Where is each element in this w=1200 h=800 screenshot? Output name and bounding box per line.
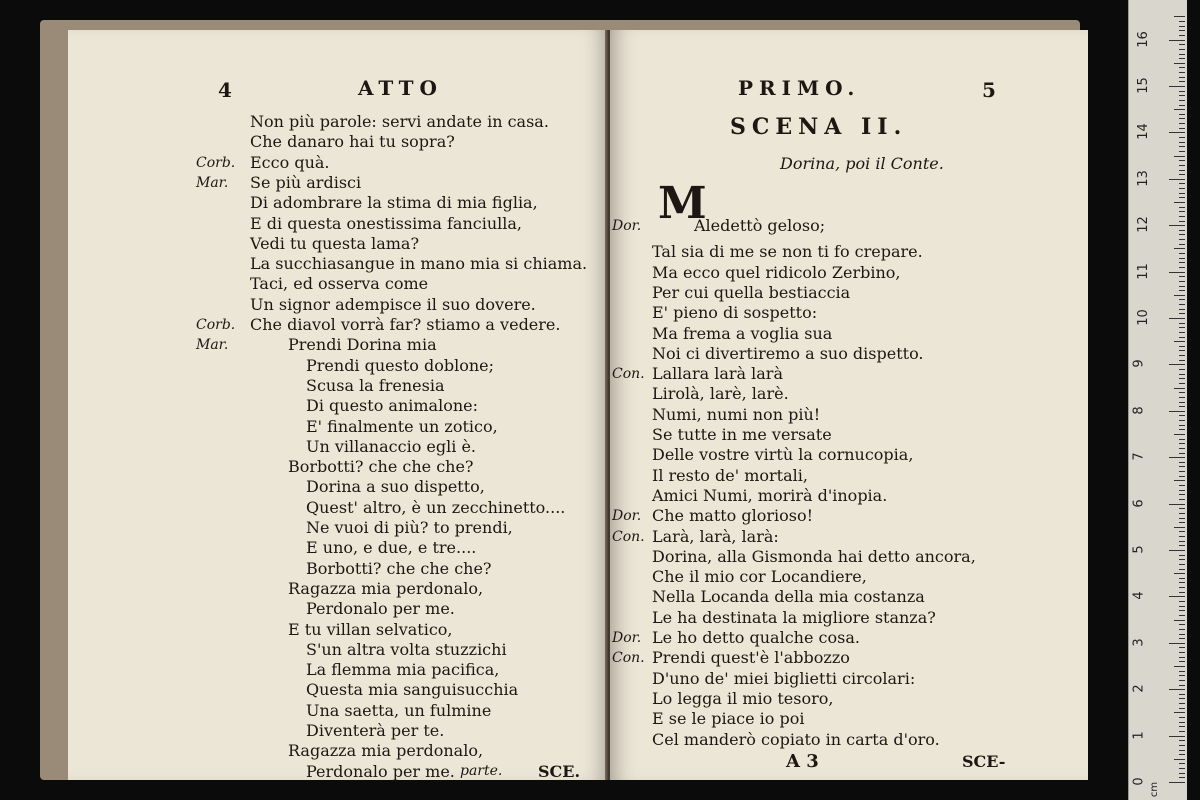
ruler-tick: [1179, 239, 1185, 240]
ruler-tick: [1179, 183, 1185, 184]
ruler-tick: [1179, 146, 1185, 147]
verse-line: Lirolà, larè, larè.: [652, 384, 789, 404]
ruler-tick: [1179, 286, 1185, 287]
ruler-label: 2: [1131, 684, 1147, 693]
ruler-tick: [1179, 21, 1185, 22]
ruler-tick: [1179, 634, 1185, 635]
verse-line: Larà, larà, larà:: [652, 526, 779, 546]
ruler-tick: [1179, 193, 1185, 194]
ruler-tick: [1169, 736, 1185, 737]
ruler-tick: [1179, 661, 1185, 662]
ruler-tick: [1179, 58, 1185, 59]
verse-line: Che matto glorioso!: [652, 506, 814, 526]
measuring-ruler: [1128, 0, 1187, 800]
ruler-tick: [1169, 504, 1185, 505]
ruler-tick: [1179, 374, 1185, 375]
ruler-tick: [1174, 620, 1185, 621]
ruler-tick: [1179, 105, 1185, 106]
ruler-tick: [1179, 763, 1185, 764]
ruler-tick: [1179, 137, 1185, 138]
verse-line: Ma ecco quel ridicolo Zerbino,: [652, 262, 901, 282]
ruler-tick: [1179, 346, 1185, 347]
ruler-tick: [1179, 304, 1185, 305]
verse-line: E uno, e due, e tre....: [306, 538, 477, 558]
verse-line: Questa mia sanguisucchia: [306, 680, 519, 700]
verse-line: Prendi quest'è l'abbozzo: [652, 648, 850, 668]
ruler-tick: [1179, 513, 1185, 514]
verse-line: Ecco quà.: [250, 152, 330, 172]
verse-line: Lo legga il mio tesoro,: [652, 688, 834, 708]
ruler-tick: [1179, 610, 1185, 611]
speaker-label: Mar.: [196, 337, 229, 354]
speaker-label: Dor.: [612, 630, 642, 646]
ruler-tick: [1179, 694, 1185, 695]
ruler-tick: [1179, 114, 1185, 115]
verse-line: Di questo animalone:: [306, 396, 478, 416]
ruler-label: 4: [1131, 591, 1147, 601]
verse-line: Diventerà per te.: [306, 721, 445, 740]
ruler-label: 15: [1135, 77, 1151, 94]
speaker-label: Mar.: [196, 174, 229, 191]
ruler-tick: [1179, 601, 1185, 602]
ruler-tick: [1179, 35, 1185, 36]
verse-line: Numi, numi non più!: [652, 404, 821, 424]
verse-line: Taci, ed osserva come: [250, 274, 429, 294]
ruler-tick: [1179, 518, 1185, 519]
ruler-label: 3: [1131, 638, 1147, 647]
ruler-tick: [1179, 698, 1185, 699]
verse-line: Ma frema a voglia sua: [652, 323, 833, 343]
ruler-label: 16: [1135, 30, 1151, 48]
ruler-tick: [1179, 429, 1185, 430]
ruler-tick: [1179, 350, 1185, 351]
ruler-label: 7: [1131, 452, 1147, 461]
stage-direction: Dorina, poi il Conte.: [780, 154, 944, 173]
ruler-label: 14: [1135, 123, 1151, 141]
ruler-tick: [1179, 165, 1185, 166]
ruler-tick: [1179, 54, 1185, 55]
ruler-tick: [1174, 712, 1185, 713]
ruler-tick: [1179, 555, 1185, 556]
ruler-tick: [1179, 383, 1185, 384]
ruler-tick: [1179, 420, 1185, 421]
ruler-tick: [1169, 411, 1185, 412]
verse-line: D'uno de' miei biglietti circolari:: [652, 668, 916, 688]
ruler-tick: [1174, 480, 1185, 481]
ruler-tick: [1174, 759, 1185, 760]
ruler-tick: [1174, 63, 1185, 64]
catchword: SCE-: [962, 752, 1006, 771]
ruler-label: 8: [1131, 406, 1147, 415]
verse-line: Un villanaccio egli è.: [306, 436, 476, 456]
ruler-tick: [1179, 545, 1185, 546]
ruler-tick: [1169, 689, 1185, 690]
ruler-label: 12: [1135, 216, 1151, 233]
ruler-tick: [1179, 267, 1185, 268]
ruler-tick: [1179, 406, 1185, 407]
ruler-tick: [1179, 425, 1185, 426]
ruler-tick: [1179, 471, 1185, 472]
ruler-tick: [1179, 582, 1185, 583]
ruler-label: 13: [1135, 170, 1151, 187]
ruler-tick: [1179, 722, 1185, 723]
ruler-tick: [1179, 128, 1185, 129]
verse-line: Che il mio cor Locandiere,: [652, 567, 867, 587]
ruler-tick: [1179, 95, 1185, 96]
verse-line: La succhiasangue in mano mia si chiama.: [250, 254, 588, 274]
ruler-tick: [1179, 160, 1185, 161]
verse-line: Per cui quella bestiaccia: [652, 282, 851, 302]
verse-line: E tu villan selvatico,: [288, 619, 453, 639]
ruler-tick: [1179, 675, 1185, 676]
verse-line: Dorina, alla Gismonda hai detto ancora,: [652, 546, 976, 566]
ruler-tick: [1179, 476, 1185, 477]
ruler-tick: [1179, 234, 1185, 235]
ruler-label: 11: [1135, 262, 1151, 280]
ruler-tick: [1179, 77, 1185, 78]
ruler-tick: [1179, 680, 1185, 681]
ruler-label: 10: [1135, 309, 1151, 326]
ruler-tick: [1179, 299, 1185, 300]
ruler-tick: [1179, 123, 1185, 124]
verse-line: Le ha destinata la migliore stanza?: [652, 607, 936, 627]
ruler-tick: [1179, 72, 1185, 73]
verse-line: Amici Numi, morirà d'inopia.: [652, 485, 888, 505]
ruler-tick: [1179, 369, 1185, 370]
verse-line: Noi ci divertiremo a suo dispetto.: [652, 343, 924, 363]
ruler-tick: [1179, 740, 1185, 741]
ruler-tick: [1179, 355, 1185, 356]
verse-line: Scusa la frenesia: [306, 375, 445, 395]
ruler-tick: [1179, 647, 1185, 648]
ruler-tick: [1179, 624, 1185, 625]
ruler-tick: [1179, 773, 1185, 774]
ruler-tick: [1179, 499, 1185, 500]
ruler-tick: [1179, 531, 1185, 532]
ruler-tick: [1179, 30, 1185, 31]
ruler-tick: [1179, 685, 1185, 686]
ruler-tick: [1179, 657, 1185, 658]
ruler-tick: [1179, 327, 1185, 328]
ruler-tick: [1179, 230, 1185, 231]
ruler-tick: [1169, 782, 1185, 783]
verse-line: Quest' altro, è un zecchinetto....: [306, 497, 566, 517]
ruler-tick: [1179, 615, 1185, 616]
drop-cap: M: [658, 178, 707, 229]
ruler-tick: [1174, 434, 1185, 435]
verse-line: Delle vostre virtù la cornucopia,: [652, 445, 914, 465]
ruler-tick: [1179, 726, 1185, 727]
ruler-tick: [1179, 258, 1185, 259]
ruler-tick: [1179, 629, 1185, 630]
ruler-tick: [1179, 768, 1185, 769]
ruler-tick: [1179, 671, 1185, 672]
speaker-label: Dor.: [612, 508, 642, 525]
ruler-tick: [1179, 777, 1185, 778]
speaker-label: Corb.: [196, 317, 236, 333]
ruler-tick: [1179, 652, 1185, 653]
verse-line: Ragazza mia perdonalo,: [288, 741, 484, 761]
speaker-label: Corb.: [196, 154, 236, 171]
ruler-tick: [1179, 313, 1185, 314]
verse-line: Borbotti? che che che?: [288, 457, 474, 477]
ruler-tick: [1179, 309, 1185, 310]
verse-line: Non più parole: servi andate in casa.: [250, 112, 549, 131]
speaker-label: Con.: [612, 650, 645, 667]
ruler-label: 5: [1131, 545, 1147, 554]
ruler-tick: [1169, 596, 1185, 597]
verse-line: Di adombrare la stima di mia figlia,: [250, 193, 538, 213]
verse-line: Cel manderò copiato in carta d'oro.: [652, 729, 940, 749]
verse-line: Che danaro hai tu sopra?: [250, 132, 455, 152]
ruler-tick: [1179, 559, 1185, 560]
right-page-number: 5: [982, 78, 996, 102]
ruler-tick: [1169, 318, 1185, 319]
ruler-tick: [1179, 67, 1185, 68]
ruler-label: 9: [1131, 359, 1147, 369]
ruler-tick: [1179, 207, 1185, 208]
ruler-tick: [1179, 253, 1185, 254]
verse-line: Nella Locanda della mia costanza: [652, 587, 925, 607]
ruler-tick: [1179, 494, 1185, 495]
ruler-tick: [1174, 109, 1185, 110]
ruler-tick: [1179, 466, 1185, 467]
ruler-tick: [1179, 244, 1185, 245]
ruler-tick: [1179, 392, 1185, 393]
ruler-tick: [1174, 527, 1185, 528]
ruler-tick: [1179, 378, 1185, 379]
ruler-tick: [1169, 179, 1185, 180]
verse-line: Le ho detto qualche cosa.: [652, 628, 860, 647]
verse-line: Perdonalo per me.: [306, 761, 455, 781]
verse-line: Ragazza mia perdonalo,: [288, 578, 484, 598]
ruler-tick: [1179, 323, 1185, 324]
verse-line: Dorina a suo dispetto,: [306, 477, 485, 497]
ruler-tick: [1179, 745, 1185, 746]
ruler-tick: [1179, 118, 1185, 119]
ruler-tick: [1179, 485, 1185, 486]
ruler-tick: [1179, 91, 1185, 92]
ruler-tick: [1179, 569, 1185, 570]
ruler-tick: [1179, 592, 1185, 593]
ruler-tick: [1179, 49, 1185, 50]
ruler-tick: [1174, 666, 1185, 667]
exit-direction: parte.: [460, 762, 503, 779]
open-book: [40, 20, 1080, 780]
ruler-tick: [1179, 360, 1185, 361]
signature-mark: A 3: [786, 751, 819, 772]
ruler-tick: [1179, 100, 1185, 101]
verse-line: Un signor adempisce il suo dovere.: [250, 294, 536, 314]
ruler-tick: [1169, 457, 1185, 458]
ruler-tick: [1174, 248, 1185, 249]
left-running-head: ATTO: [358, 76, 443, 100]
verse-line: Il resto de' mortali,: [652, 465, 808, 485]
verse-line: Se tutte in me versate: [652, 425, 832, 444]
ruler-tick: [1179, 281, 1185, 282]
ruler-tick: [1179, 44, 1185, 45]
ruler-tick: [1174, 16, 1185, 17]
ruler-tick: [1179, 522, 1185, 523]
ruler-tick: [1179, 216, 1185, 217]
speaker-label: Con.: [612, 528, 645, 545]
verse-line: E' finalmente un zotico,: [306, 416, 498, 436]
verse-line: Ne vuoi di più? to prendi,: [306, 518, 513, 537]
ruler-tick: [1179, 415, 1185, 416]
ruler-tick: [1169, 550, 1185, 551]
ruler-tick: [1179, 541, 1185, 542]
ruler-tick: [1169, 643, 1185, 644]
ruler-tick: [1179, 462, 1185, 463]
speaker-label: Con.: [612, 366, 645, 383]
ruler-tick: [1179, 578, 1185, 579]
ruler-tick: [1174, 341, 1185, 342]
ruler-tick: [1174, 388, 1185, 389]
ruler-tick: [1179, 142, 1185, 143]
ruler-label: 0: [1131, 777, 1147, 786]
verse-line: Aledettò geloso;: [694, 216, 826, 235]
verse-line: Prendi questo doblone;: [306, 355, 495, 375]
ruler-tick: [1179, 731, 1185, 732]
ruler-tick: [1179, 211, 1185, 212]
ruler-tick: [1179, 290, 1185, 291]
ruler-tick: [1179, 26, 1185, 27]
verse-line: Se più ardisci: [250, 172, 362, 192]
speaker-label: Dor.: [612, 218, 642, 234]
right-running-head: PRIMO.: [738, 76, 861, 100]
verse-line: Perdonalo per me.: [306, 599, 455, 619]
verse-line: E se le piace io poi: [652, 709, 805, 729]
ruler-tick: [1179, 754, 1185, 755]
ruler-tick: [1179, 276, 1185, 277]
ruler-tick: [1179, 508, 1185, 509]
ruler-tick: [1179, 221, 1185, 222]
catchword: SCE.: [538, 761, 581, 781]
left-page-number: 4: [218, 78, 232, 102]
ruler-label: 6: [1131, 498, 1147, 508]
verse-line: Prendi Dorina mia: [288, 335, 437, 355]
ruler-tick: [1179, 151, 1185, 152]
ruler-tick: [1169, 132, 1185, 133]
ruler-tick: [1179, 337, 1185, 338]
ruler-tick: [1179, 448, 1185, 449]
ruler-tick: [1179, 708, 1185, 709]
ruler-tick: [1179, 703, 1185, 704]
ruler-tick: [1179, 197, 1185, 198]
ruler-tick: [1179, 402, 1185, 403]
ruler-tick: [1179, 750, 1185, 751]
verse-line: S'un altra volta stuzzichi: [306, 639, 507, 659]
ruler-tick: [1179, 587, 1185, 588]
ruler-tick: [1174, 202, 1185, 203]
ruler-tick: [1179, 81, 1185, 82]
verse-line: Una saetta, un fulmine: [306, 700, 492, 720]
verse-line: Tal sia di me se non ti fo crepare.: [652, 242, 923, 262]
verse-line: Borbotti? che che che?: [306, 558, 492, 578]
ruler-tick: [1169, 364, 1185, 365]
ruler-label: 1: [1131, 730, 1147, 740]
ruler-tick: [1179, 453, 1185, 454]
ruler-tick: [1179, 397, 1185, 398]
ruler-tick: [1174, 156, 1185, 157]
ruler-tick: [1179, 262, 1185, 263]
ruler-tick: [1179, 188, 1185, 189]
ruler-tick: [1179, 174, 1185, 175]
ruler-tick: [1169, 225, 1185, 226]
ruler-tick: [1179, 606, 1185, 607]
ruler-tick: [1174, 573, 1185, 574]
verse-line: E di questa onestissima fanciulla,: [250, 213, 522, 233]
ruler-tick: [1169, 40, 1185, 41]
ruler-tick: [1169, 272, 1185, 273]
scene-title: SCENA II.: [730, 114, 908, 140]
verse-line: Che diavol vorrà far? stiamo a vedere.: [250, 315, 561, 334]
ruler-tick: [1179, 170, 1185, 171]
ruler-tick: [1179, 717, 1185, 718]
ruler-tick: [1179, 490, 1185, 491]
verse-line: La flemma mia pacifica,: [306, 660, 500, 680]
verse-line: E' pieno di sospetto:: [652, 303, 818, 323]
ruler-tick: [1174, 295, 1185, 296]
ruler-unit: cm: [1149, 781, 1161, 798]
verse-line: Lallara larà larà: [652, 364, 783, 384]
ruler-tick: [1179, 638, 1185, 639]
ruler-tick: [1179, 564, 1185, 565]
ruler-tick: [1179, 536, 1185, 537]
ruler-tick: [1169, 86, 1185, 87]
ruler-tick: [1179, 443, 1185, 444]
ruler-tick: [1179, 332, 1185, 333]
right-page: [610, 30, 1088, 780]
ruler-tick: [1179, 439, 1185, 440]
verse-line: Vedi tu questa lama?: [250, 233, 420, 253]
left-page: [68, 30, 608, 780]
